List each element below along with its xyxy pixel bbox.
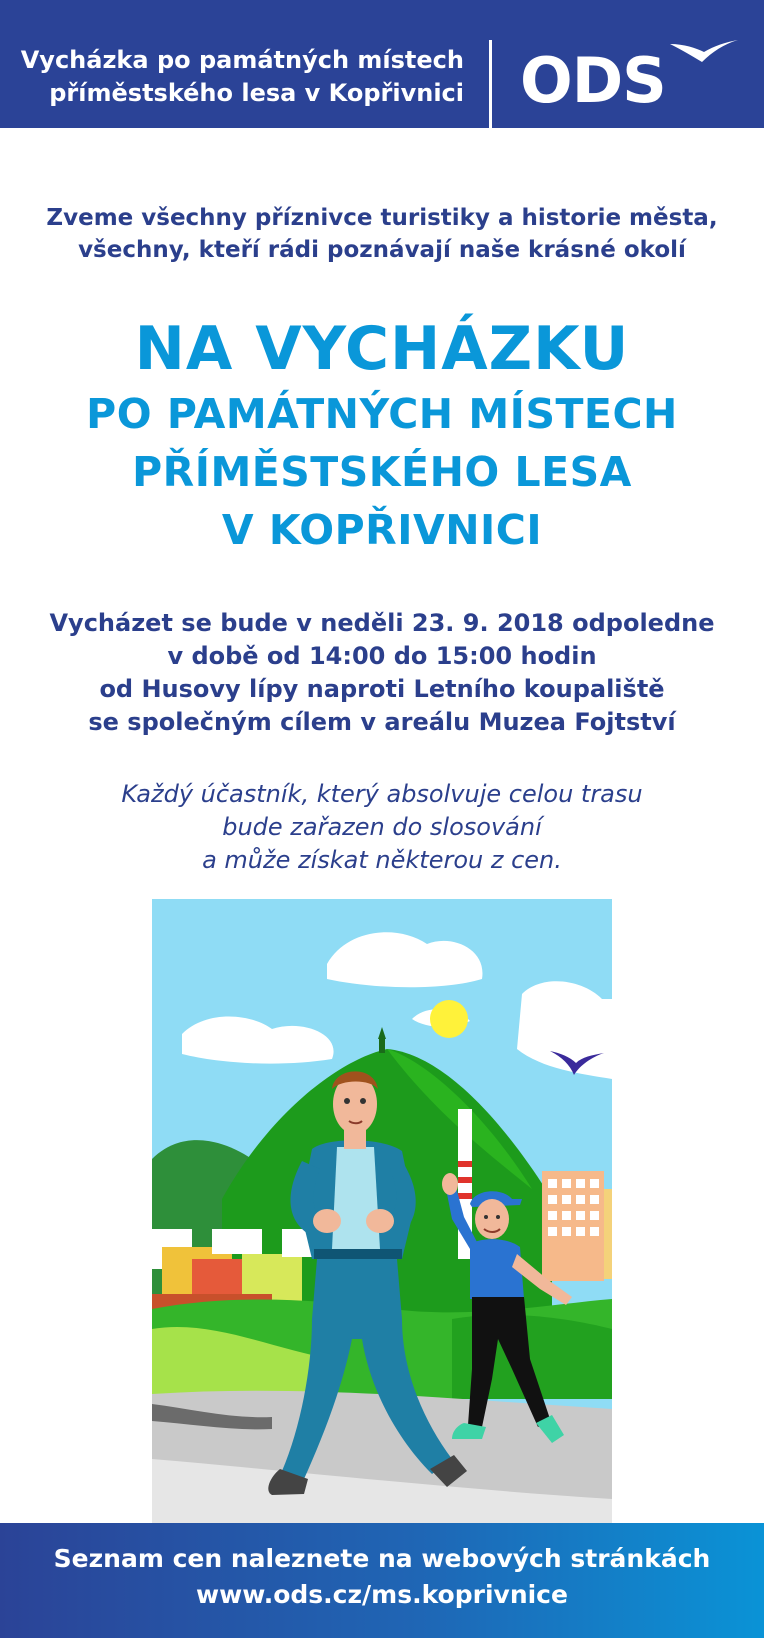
main-title-line2: PO PAMÁTNÝCH MÍSTECH xyxy=(86,390,678,438)
raffle-line3: a může získat některou z cen. xyxy=(202,846,562,874)
details-line4: se společným cílem v areálu Muzea Fojtství xyxy=(88,708,676,736)
invitation-text xyxy=(0,202,764,266)
footer-text xyxy=(0,1541,764,1613)
main-title-line1: NA VYCHÁZKU xyxy=(134,314,630,384)
raffle-line1: Každý účastník, který absolvuje celou trasu xyxy=(121,780,643,808)
ods-logo-text: ODS xyxy=(520,44,666,117)
raffle-line2: bude zařazen do slosování xyxy=(222,813,542,841)
header-title-line2: příměstského lesa v Kopřivnici xyxy=(49,79,464,107)
details-line3: od Husovy lípy naproti Letního koupaliště xyxy=(99,675,665,703)
footer-line1: Seznam cen naleznete na webových stránkách xyxy=(53,1544,711,1573)
hikers-illustration xyxy=(152,899,612,1523)
details-line2: v době od 14:00 do 15:00 hodin xyxy=(167,642,597,670)
main-title-line3: PŘÍMĚSTSKÉHO LESA xyxy=(132,448,632,496)
details-line1: Vycházet se bude v neděli 23. 9. 2018 odpoledne xyxy=(49,609,715,637)
invitation-line1: Zveme všechny příznivce turistiky a historie města, xyxy=(46,205,718,231)
event-details xyxy=(0,607,764,739)
raffle-text xyxy=(0,778,764,877)
main-title-line4: V KOPŘIVNICI xyxy=(221,506,543,554)
header-title xyxy=(21,44,464,110)
invitation-line2: všechny, kteří rádi poznávají naše krásné okolí xyxy=(78,237,686,263)
footer-banner xyxy=(0,1523,764,1638)
ods-logo xyxy=(520,28,740,118)
header-title-line1: Vycházka po památných místech xyxy=(20,46,464,74)
header-divider xyxy=(489,40,492,128)
footer-website-link[interactable]: www.ods.cz/ms.koprivnice xyxy=(196,1580,568,1609)
main-title xyxy=(0,313,764,559)
bird-icon xyxy=(668,36,740,68)
header-banner xyxy=(0,0,764,128)
